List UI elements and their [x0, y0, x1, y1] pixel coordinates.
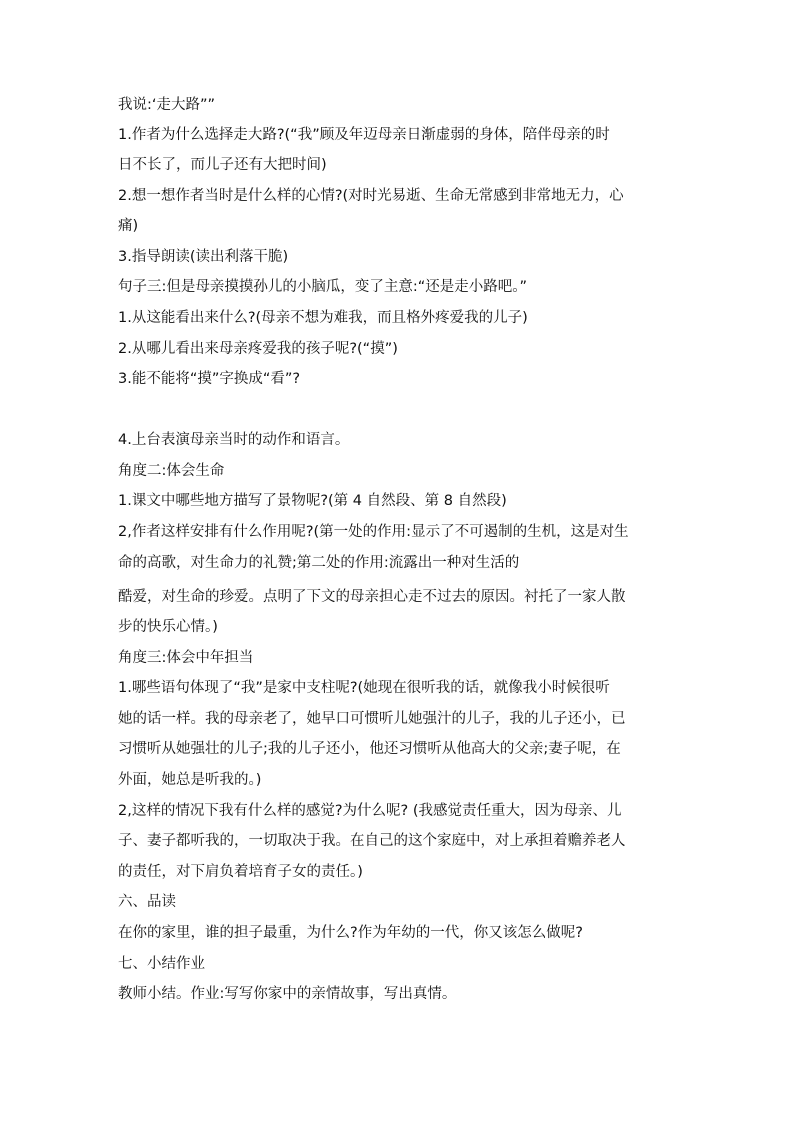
text-line: 2,作者这样安排有什么作用呢?(第一处的作用:显示了不可遏制的生机，这是对生 — [118, 524, 629, 540]
text-line: 3.能不能将“摸”字换成“看”? — [118, 371, 301, 387]
text-line: 2.想一想作者当时是什么样的心情?(对时光易逝、生命无常感到非常地无力，心 — [118, 188, 624, 204]
text-line: 2.从哪儿看出来母亲疼爱我的孩子呢?(“摸”) — [118, 341, 398, 357]
text-line: 日不长了，而儿子还有大把时间) — [118, 157, 327, 173]
text-line: 外面，她总是听我的。) — [118, 772, 262, 788]
text-line: 1.从这能看出来什么?(母亲不想为难我，而且格外疼爱我的儿子) — [118, 310, 528, 326]
text-line: 句子三:但是母亲摸摸孙儿的小脑瓜，变了主意:“还是走小路吧。” — [118, 279, 528, 295]
text-line: 的责任，对下肩负着培育子女的责任。) — [118, 864, 363, 880]
section-heading: 角度三:体会中年担当 — [118, 650, 254, 666]
text-line: 子、妻子都听我的，一切取决于我。在自己的这个家庭中，对上承担着赡养老人 — [118, 833, 626, 849]
text-line: 习惯听从她强壮的儿子;我的儿子还小，他还习惯听从他高大的父亲;妻子呢，在 — [118, 741, 621, 757]
section-heading: 七、小结作业 — [118, 956, 205, 972]
text-line: 1.作者为什么选择走大路?(“我”顾及年迈母亲日渐虚弱的身体，陪伴母亲的时 — [118, 127, 610, 143]
text-line: 我说:‘走大路”” — [118, 97, 216, 113]
text-line: 教师小结。作业:写写你家中的亲情故事，写出真情。 — [118, 986, 457, 1002]
text-line: 1.课文中哪些地方描写了景物呢?(第 4 自然段、第 8 自然段) — [118, 493, 507, 509]
section-heading: 六、品读 — [118, 894, 176, 910]
text-line: 在你的家里，谁的担子最重，为什么?作为年幼的一代，你又该怎么做呢? — [118, 925, 583, 941]
text-line: 2,这样的情况下我有什么样的感觉?为什么呢? (我感觉责任重大，因为母亲、儿 — [118, 803, 622, 819]
text-line: 步的快乐心情。) — [118, 619, 218, 635]
text-line: 她的话一样。我的母亲老了，她早口可惯听儿她强汁的儿子，我的儿子还小，已 — [118, 711, 626, 727]
text-line: 痛) — [118, 218, 139, 234]
text-line: 命的高歌，对生命力的礼赞;第二处的作用:流露出一种对生活的 — [118, 555, 520, 571]
section-heading: 角度二:体会生命 — [118, 463, 225, 479]
text-line: 4.上台表演母亲当时的动作和语言。 — [118, 432, 350, 448]
text-line: 酷爱，对生命的珍爱。点明了下文的母亲担心走不过去的原因。衬托了一家人散 — [118, 589, 626, 605]
text-line: 1.哪些语句体现了“我”是家中支柱呢?(她现在很听我的话，就像我小时候很听 — [118, 680, 610, 696]
text-line: 3.指导朗读(读出利落干脆) — [118, 249, 289, 265]
